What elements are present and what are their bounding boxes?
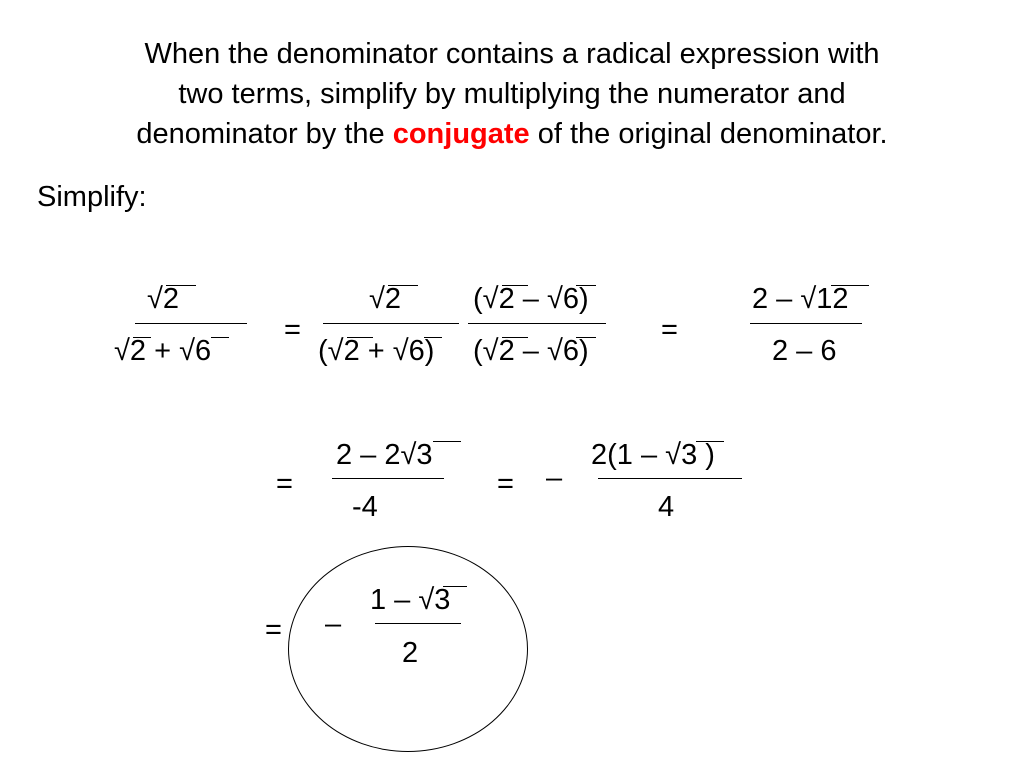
fraction-factored-numerator: 2(1 – √3 ) [591,439,715,471]
fraction-multiplied-numerator-b: (√2 – √6) [473,283,589,315]
simplify-prompt: Simplify: [37,181,147,213]
radical-vinculum [576,337,596,338]
fraction-original-denominator: √2 + √6 [114,335,212,367]
fraction-final-numerator: 1 – √3 [370,584,451,616]
intro-line-3-end: of the original denominator. [529,118,888,150]
intro-text [40,34,984,154]
intro-line-3-start: denominator by the [136,118,393,150]
fraction-bar [332,478,444,479]
radical-vinculum [443,586,467,587]
negative-sign: – [546,462,563,494]
fraction-multiplied-denominator-b: (√2 – √6) [473,335,589,367]
fraction-factored-denominator: 4 [658,491,675,523]
radical-vinculum [831,285,869,286]
negative-sign: – [325,608,342,640]
equals-sign: = [276,468,293,500]
radical-vinculum [388,285,418,286]
fraction-simplified-denominator: -4 [352,491,378,523]
radical-vinculum [502,337,528,338]
equals-sign: = [497,468,514,500]
radical-vinculum [211,337,229,338]
equals-sign: = [284,314,301,346]
equals-sign: = [265,614,282,646]
fraction-original-numerator: √2 [147,283,180,315]
fraction-expanded-numerator: 2 – √12 [752,283,849,315]
fraction-multiplied-numerator-a: √2 [369,283,402,315]
radical-vinculum [502,285,528,286]
intro-line-1: When the denominator contains a radical expression with [144,38,880,70]
radical-vinculum [424,337,442,338]
fraction-simplified-numerator: 2 – 2√3 [336,439,433,471]
conjugate-highlight: conjugate [392,118,530,150]
fraction-bar [468,323,606,324]
equals-sign: = [661,314,678,346]
radical-vinculum [347,337,373,338]
radical-vinculum [576,285,596,286]
radical-vinculum [696,441,724,442]
fraction-multiplied-denominator-a: (√2 + √6) [318,335,435,367]
intro-line-2: two terms, simplify by multiplying the numerator and [178,78,846,110]
fraction-bar [135,323,247,324]
radical-vinculum [166,285,196,286]
intro-line-3 [40,114,984,154]
radical-vinculum [433,441,461,442]
radical-vinculum [133,337,151,338]
fraction-final-denominator: 2 [402,637,419,669]
fraction-expanded-denominator: 2 – 6 [772,335,837,367]
fraction-bar [750,323,862,324]
fraction-bar [375,623,461,624]
fraction-bar [323,323,459,324]
fraction-bar [598,478,742,479]
